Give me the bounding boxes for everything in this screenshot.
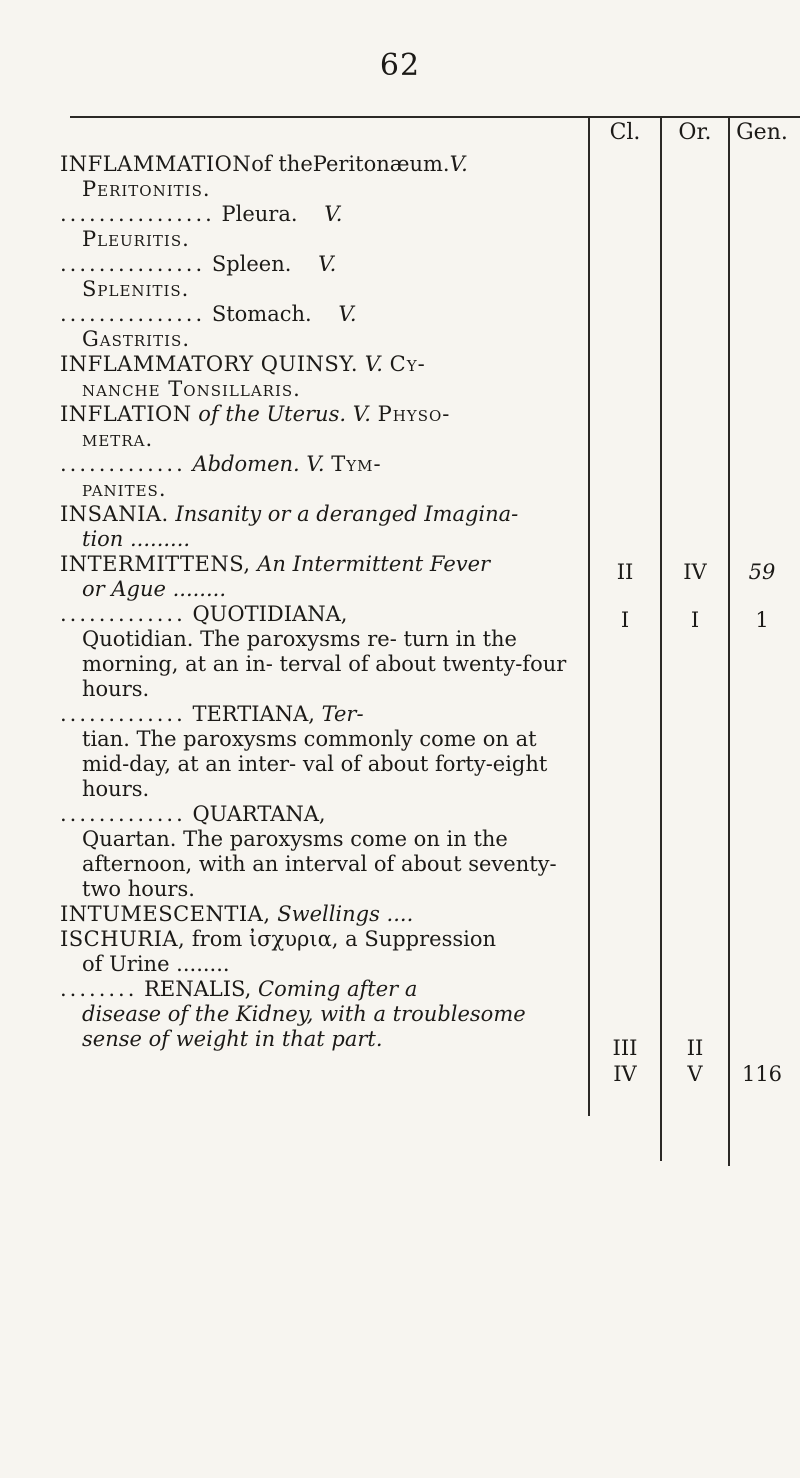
intermittens-genus: 1 (755, 608, 769, 632)
entry-quotidiana: ............. QUOTIDIANA, (60, 602, 348, 626)
entry-insania: INSANIA. Insanity or a deranged Imagina- (60, 502, 519, 526)
entry-inflation-uterus: INFLATION of the Uterus. V. Physo- (60, 402, 451, 426)
entry-inflammation: INFLAMMATIONof thePeritonæum.V. (60, 152, 468, 176)
entries-list (60, 152, 580, 1052)
entry-pleura: ................ Pleura. V. (60, 202, 343, 226)
entry-ischuria: ISCHURIA, from ἰσχυρια, a Suppression (60, 927, 497, 951)
label-tympanites: panites. (82, 477, 167, 501)
column-header-class: Cl. (609, 120, 641, 145)
label-physometra: metra. (82, 427, 154, 451)
column-rule-mid (660, 116, 662, 1161)
insania-order: IV (683, 560, 707, 584)
intumescentia-class: III (612, 1036, 638, 1060)
label-splenitis: Splenitis. (82, 277, 190, 301)
insania-class: II (616, 560, 634, 584)
entry-insania-cont: tion ......... (82, 527, 191, 551)
intermittens-order: I (690, 608, 700, 632)
entry-tertiana: ............. TERTIANA, Ter- (60, 702, 364, 726)
label-cynanche: nanche Tonsillaris. (82, 377, 301, 401)
intumescentia-order: II (686, 1036, 704, 1060)
top-rule (70, 116, 800, 118)
insania-genus: 59 (748, 560, 776, 584)
entry-ischuria-cont: of Urine ........ (82, 952, 230, 976)
column-rule-left (588, 116, 590, 1116)
intermittens-class: I (620, 608, 630, 632)
page-number: 62 (379, 48, 421, 83)
entry-inflammatory-quinsy: INFLAMMATORY QUINSY. V. Cy- (60, 352, 426, 376)
desc-quartana: Quartan. The paroxysms come on in the afternoon, with an interval of about seventy-two hours. (82, 827, 557, 901)
desc-quotidiana: Quotidian. The paroxysms re- turn in the morning, at an in- terval of about twenty-four hours. (82, 627, 567, 701)
ischuria-genus: 116 (741, 1062, 783, 1086)
desc-tertiana: tian. The paroxysms commonly come on at mid-day, at an inter- val of about forty-eight hours. (82, 727, 548, 801)
entry-spleen: ............... Spleen. V. (60, 252, 337, 276)
ischuria-class: IV (613, 1062, 637, 1086)
label-peritonitis: Peritonitis. (82, 177, 211, 201)
entry-intermittens-cont: or Ague ........ (82, 577, 226, 601)
column-rule-right (728, 116, 730, 1166)
entry-intermittens: INTERMITTENS, An Intermittent Fever (60, 552, 491, 576)
column-header-order: Or. (678, 120, 712, 145)
entry-abdomen: ............. Abdomen. V. Tym- (60, 452, 382, 476)
entry-quartana: ............. QUARTANA, (60, 802, 326, 826)
entry-stomach: ............... Stomach. V. (60, 302, 357, 326)
ischuria-order: V (687, 1062, 703, 1086)
label-gastritis: Gastritis. (82, 327, 190, 351)
desc-renalis: disease of the Kidney, with a troublesome sense of weight in that part. (82, 1002, 526, 1051)
label-pleuritis: Pleuritis. (82, 227, 190, 251)
column-header-genus: Gen. (736, 120, 788, 145)
entry-renalis: ........ RENALIS, Coming after a (60, 977, 418, 1001)
entry-intumescentia: INTUMESCENTIA, Swellings .... (60, 902, 414, 926)
